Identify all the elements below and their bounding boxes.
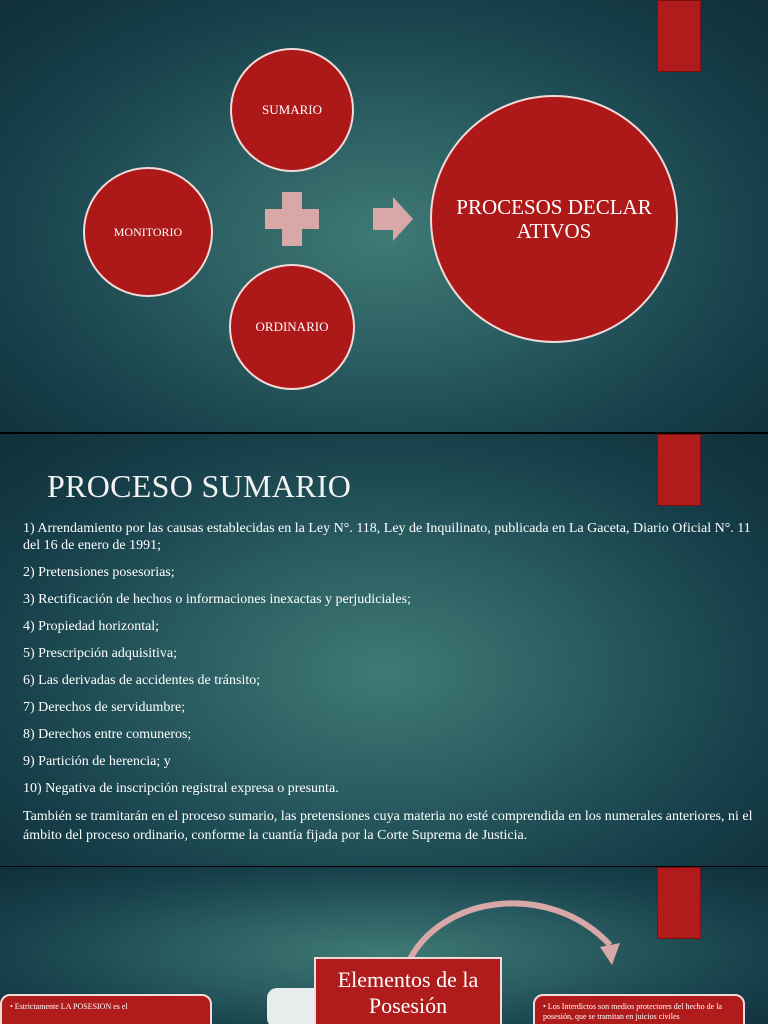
list-item: 5) Prescripción adquisitiva; xyxy=(23,646,177,661)
list-item: 3) Rectificación de hechos o informaciones inexactas y perjudiciales; xyxy=(23,592,411,607)
slide-title: Elementos de la Posesión xyxy=(337,967,479,1018)
circle-monitorio xyxy=(83,167,213,297)
list-item: 10) Negativa de inscripción registral expresa o presunta. xyxy=(23,781,339,796)
accent-bar xyxy=(657,434,701,506)
list-item: 8) Derechos entre comuneros; xyxy=(23,727,192,742)
circle-sumario xyxy=(230,48,354,172)
circle-sumario-label: SUMARIO xyxy=(262,102,322,117)
circle-procesos-label: PROCESOS DECLARATIVOS xyxy=(456,194,652,243)
sumario-list xyxy=(23,520,763,845)
slide-title: PROCESO SUMARIO xyxy=(47,468,352,504)
slide-procesos-declarativos xyxy=(0,0,768,432)
circle-procesos-declarativos xyxy=(430,95,678,343)
slide-title-box xyxy=(314,957,502,1024)
curved-arrow-icon xyxy=(400,885,630,965)
circle-ordinario xyxy=(229,264,355,390)
right-info-text: • Los Interdictos son medios protectores del hecho de la posesión, que se tramitan en juicios civiles xyxy=(543,1002,722,1021)
slide-proceso-sumario xyxy=(0,434,768,866)
slide-elementos-posesion xyxy=(0,867,768,1024)
accent-bar xyxy=(657,0,701,72)
closing-paragraph: También se tramitarán en el proceso sumario, las pretensiones cuya materia no esté comprendida en los numerales anteriores, ni el ámbito del proceso ordinario, conforme la cuantía fijada por la Corte Suprema de Justicia. xyxy=(23,809,753,843)
list-item: 1) Arrendamiento por las causas establecidas en la Ley N°. 118, Ley de Inquilinato, publicada en La Gaceta, Diario Oficial N°. 11 del 16 de enero de 1991; xyxy=(23,521,751,553)
right-info-box xyxy=(533,994,745,1024)
list-item: 9) Partición de herencia; y xyxy=(23,754,171,769)
accent-bar xyxy=(657,867,701,939)
circle-ordinario-label: ORDINARIO xyxy=(255,319,329,334)
left-info-text: • Estrictamente LA POSESION es el xyxy=(10,1002,128,1011)
left-info-box xyxy=(0,994,212,1024)
list-item: 2) Pretensiones posesorias; xyxy=(23,565,175,580)
list-item: 7) Derechos de servidumbre; xyxy=(23,700,186,715)
arrow-right-icon xyxy=(373,197,413,241)
list-item: 6) Las derivadas de accidentes de tránsito; xyxy=(23,673,261,688)
plus-icon-horizontal xyxy=(265,209,319,229)
circle-monitorio-label: MONITORIO xyxy=(113,224,183,239)
list-item: 4) Propiedad horizontal; xyxy=(23,619,160,634)
